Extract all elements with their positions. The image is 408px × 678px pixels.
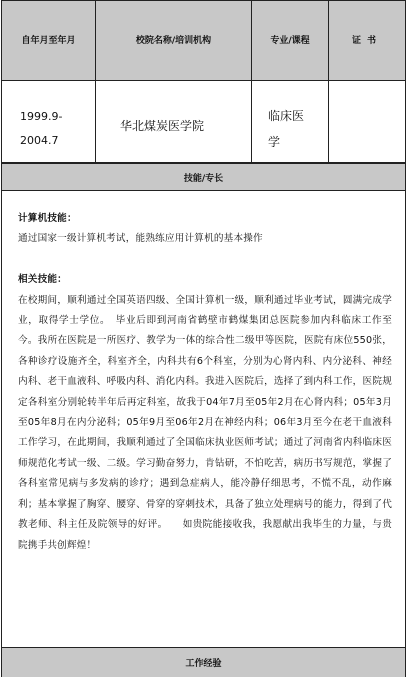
row-school	[96, 81, 252, 163]
row-cert	[329, 81, 405, 163]
header-major	[252, 1, 329, 81]
header-cert-label: 证书	[351, 35, 382, 46]
row-date	[2, 81, 96, 163]
computer-skills-text: 通过国家一级计算机考试，能熟练应用计算机的基本操作	[18, 233, 263, 245]
related-skills-title: 相关技能：	[18, 274, 67, 286]
header-cert	[329, 1, 405, 81]
row-major	[252, 81, 329, 163]
header-date-label: 自年月至年月	[21, 35, 76, 46]
work-section-header	[2, 647, 405, 677]
row-major-value: 临床医学	[268, 109, 305, 149]
header-date	[2, 1, 96, 81]
row-date-value: 1999.9-2004.7	[20, 110, 63, 147]
header-school-label: 校院名称/培训机构	[135, 35, 212, 46]
skills-section-header	[2, 163, 405, 191]
header-school	[96, 1, 252, 81]
computer-skills-title: 计算机技能：	[18, 213, 77, 224]
work-section-title: 工作经验	[185, 659, 222, 669]
row-school-value: 华北煤炭医学院	[120, 119, 205, 133]
skills-content	[18, 209, 392, 556]
resume-table	[1, 0, 406, 677]
header-major-label: 专业/课程	[270, 35, 310, 46]
related-skills-text: 在校期间，顺利通过全国英语四级、全国计算机一级，顺利通过毕业考试，圆满完成学业，取得学士学位。 毕业后即到河南省鹤壁市鹤煤集团总医院参加内科临床工作至今。我所在医院是一所医疗、教学为一体的综合性二级甲等医院，医院有床位550张，各种诊疗设施齐全，科室齐全，内科共有6个科室，分别为心肾内科、内分泌科、神经内科、老干血液科、呼吸内科、消化内科。我进入医院后，选择了到内科工作，医院规定各科室分别轮转半年后再定科室，故我于04年7月至05年2月在心肾内科；05年3月至05年8月在内分泌科；05年9月至06年2月在神经内科；06年3月至今在老干血液科工作学习，在此期间，我顺利通过了全国临床执业医师考试；通过了河南省内科临床医师规范化考试一级、二级。学习勤奋努力，肯钻研，不怕吃苦，病历书写规范，掌握了各科室常见病与多发病的诊疗；遇到急症病人，能冷静仔细思考，不慌不乱，动作麻利；基本掌握了胸穿、腰穿、骨穿的穿刺技术，具备了独立处理病号的能力，得到了代教老师、科主任及院领导的好评。 如贵院能接收我，我愿献出我毕生的力量，与贵院携手共创辉煌！	[18, 294, 392, 551]
skills-section-title: 技能/专长	[183, 173, 224, 184]
blank-line	[18, 250, 392, 270]
